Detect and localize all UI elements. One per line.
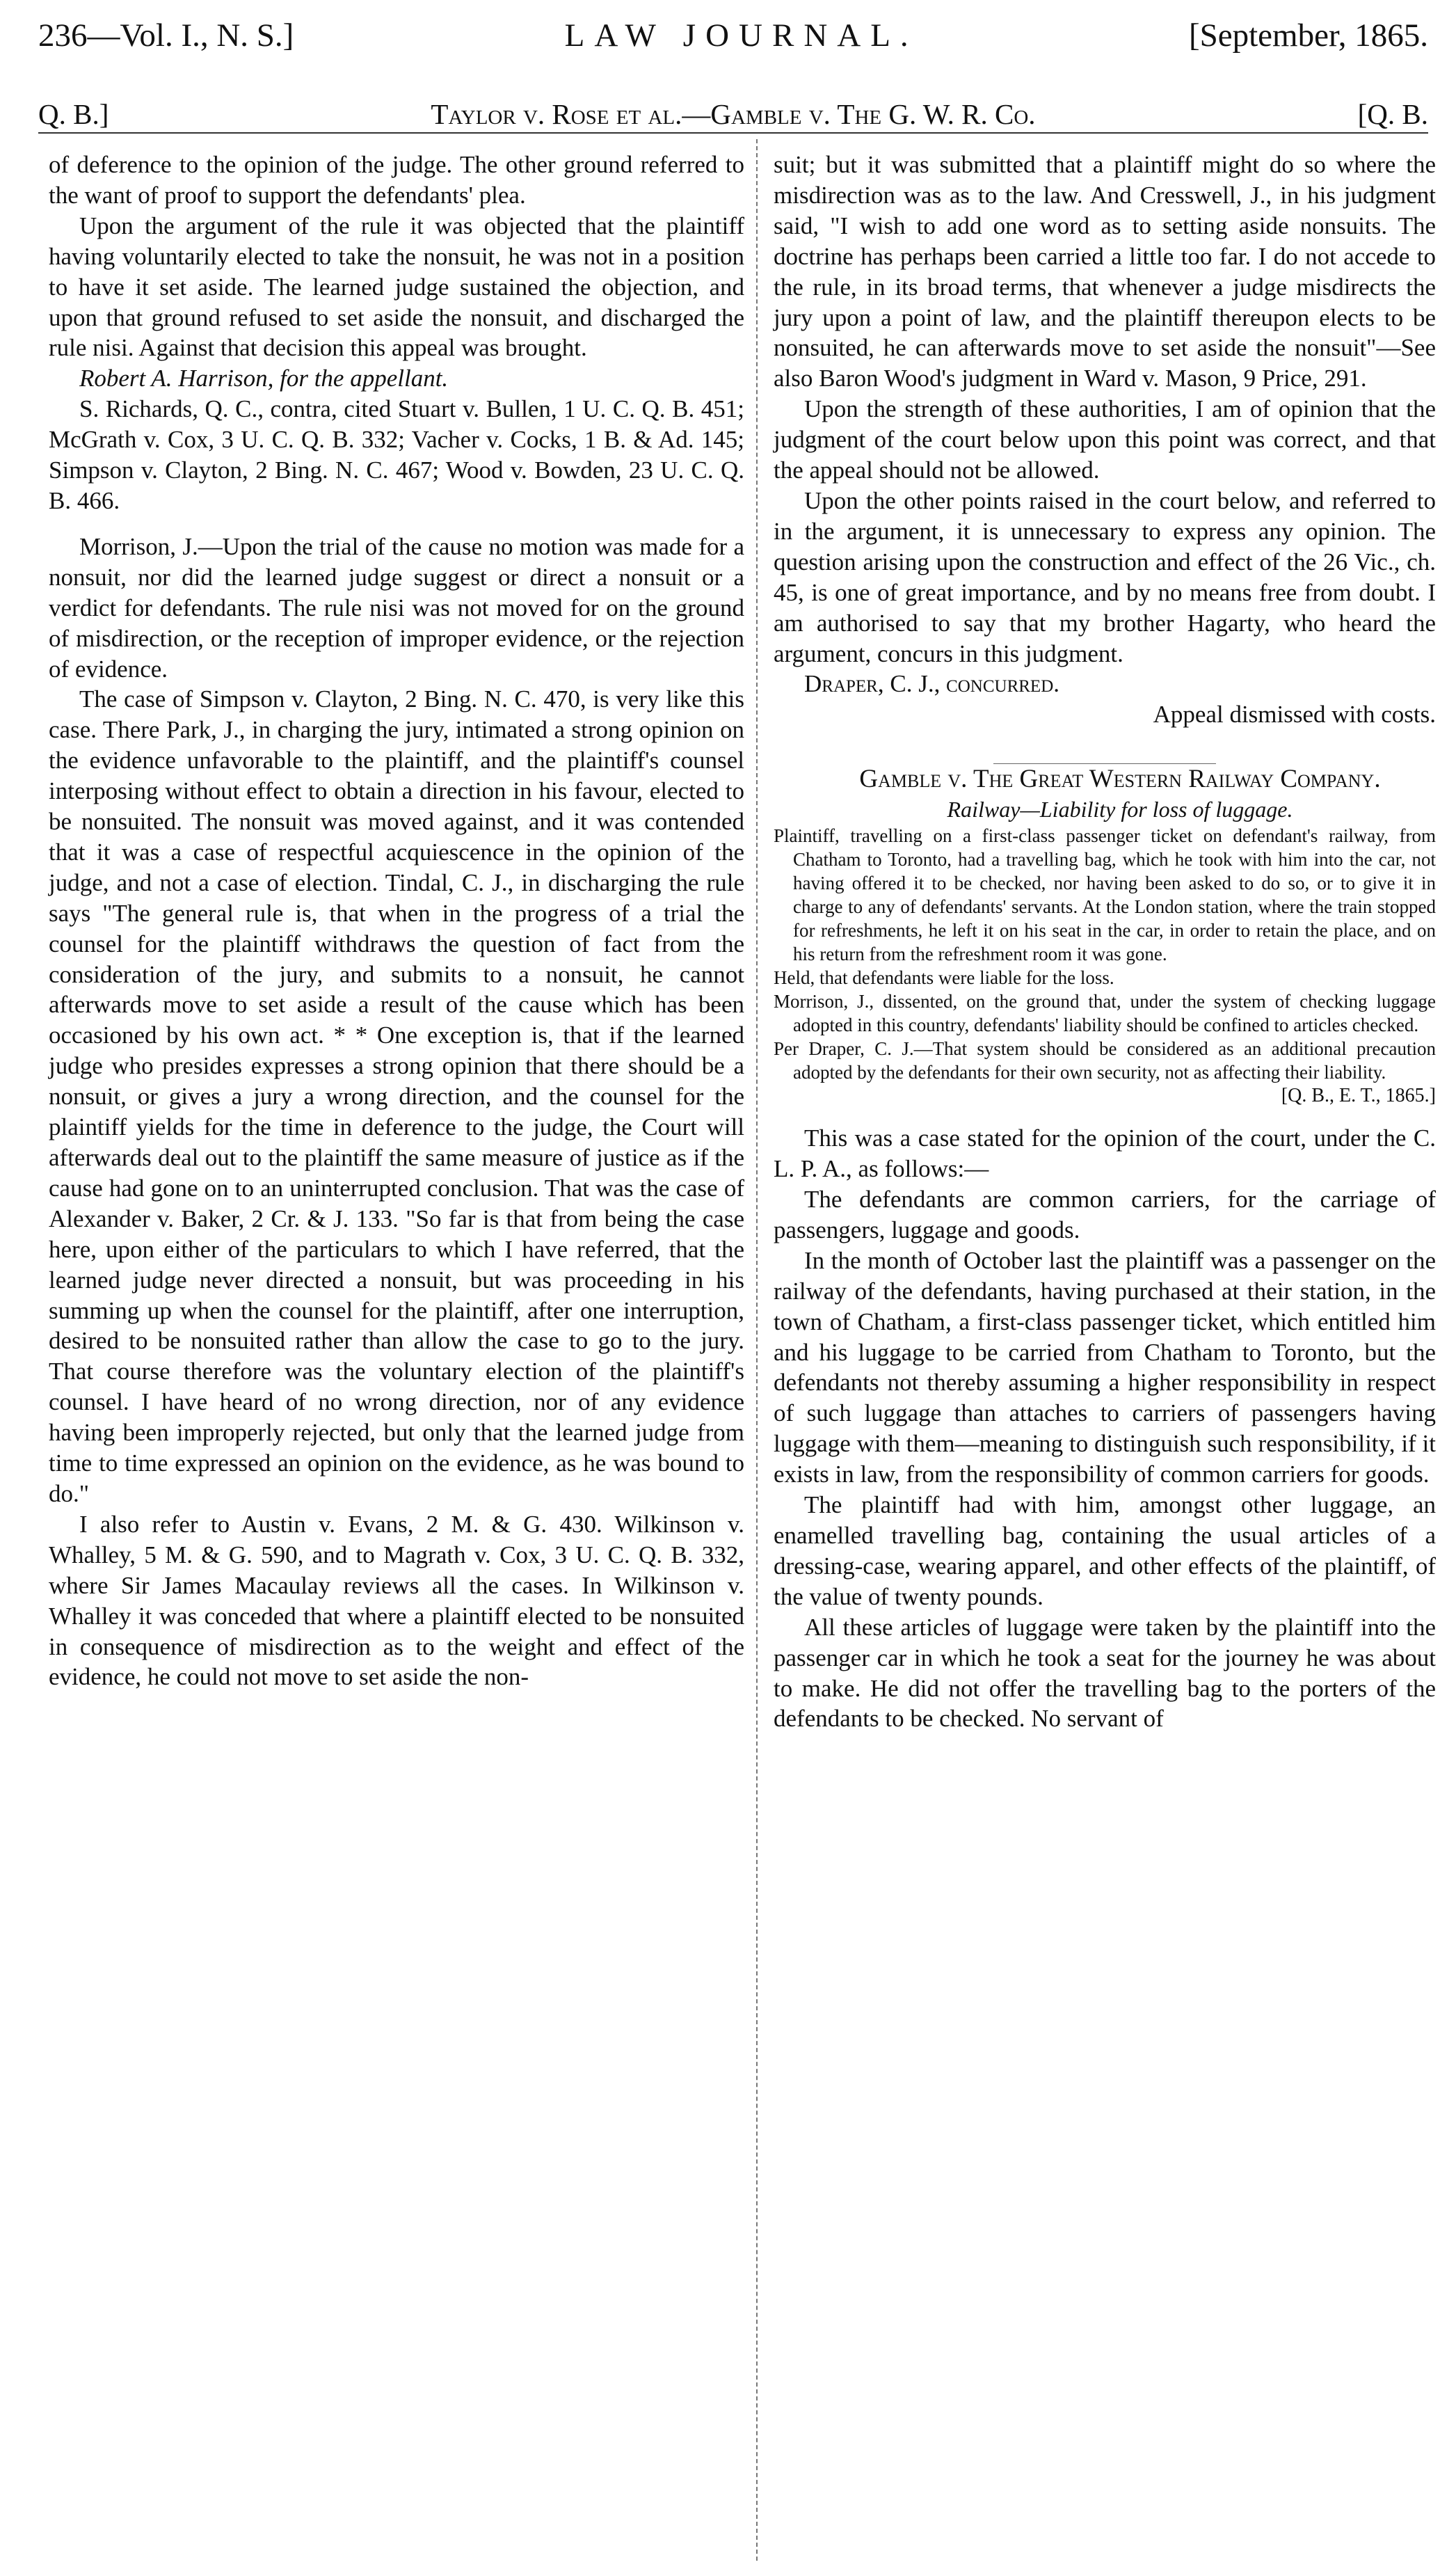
paragraph: The defendants are common carriers, for the carriage of passengers, luggage and goods. (774, 1186, 1436, 1243)
right-column (774, 150, 1436, 1734)
column-divider (756, 139, 758, 2561)
case-title: Gamble v. The Great Western Railway Company. (859, 765, 1381, 794)
paragraph: S. Richards, Q. C., contra, cited Stuart v. Bullen, 1 U. C. Q. B. 451; McGrath v. Cox, 3 U. C. Q. B. 332; Vacher v. Cocks, 1 B. & Ad. 145; Simpson v. Clayton, 2 Bing. N. C. 467; Wood v. Bowden, 23 U. C. Q. B. 466. (49, 395, 744, 514)
court-right: [Q. B. (1357, 98, 1428, 130)
header-row-1 (38, 17, 1428, 54)
paragraph: All these articles of luggage were taken by the plaintiff into the passenger car in which he took a seat for the journey he was about to make. He did not offer the travelling bag to the porters of the defendants to be checked. No servant of (774, 1613, 1436, 1733)
paragraph: Morrison, J.—Upon the trial of the cause no motion was made for a nonsuit, nor did the learned judge suggest or direct a nonsuit or a verdict for defendants. The rule nisi was not moved for on the ground of misdirection, or the reception of improper evidence, or the rejection of evidence. (49, 532, 744, 683)
headnote (774, 824, 1436, 1108)
journal-title: LAW JOURNAL. (564, 17, 918, 54)
paragraph: Upon the strength of these authorities, I am of opinion that the judgment of the court below upon this point was correct, and that the appeal should not be allowed. (774, 395, 1436, 484)
headnote-paragraph: Per Draper, C. J.—That system should be considered as an additional precaution adopted by the defendants for their own security, not as affecting their liability. (774, 1038, 1436, 1083)
left-column (49, 150, 744, 1692)
paragraph: I also refer to Austin v. Evans, 2 M. & G. 430. Wilkinson v. Whalley, 5 M. & G. 590, and to Magrath v. Cox, 3 U. C. Q. B. 332, where Sir James Macaulay reviews all the cases. In Wilkinson v. Whalley it was conceded that where a plaintiff elected to be nonsuited in consequence of misdirection as to the weight and effect of the evidence, he could not move to set aside the non- (49, 1510, 744, 1691)
disposition: Appeal dismissed with costs. (1153, 701, 1436, 729)
header-row-2 (38, 97, 1428, 131)
paragraph: suit; but it was submitted that a plaintiff might do so where the misdirection was as to the law. And Cresswell, J., in his judgment said, "I wish to add one word as to setting aside nonsuits. The doctrine has perhaps been carried a little too far. I do not accede to the rule, in its broad terms, that whenever a judge misdirects the jury upon a point of law, and the plaintiff thereupon elects to be nonsuited, he can afterwards move to set aside the nonsuit"—See also Baron Wood's judgment in Ward v. Mason, 9 Price, 291. (774, 151, 1436, 392)
court-left: Q. B.] (38, 98, 109, 130)
headnote-paragraph: Plaintiff, travelling on a first-class passenger ticket on defendant's railway, from Chatham to Toronto, had a travelling bag, which he took with him into the car, not having offered it to be checked, nor having been asked to do so, or to give it in charge to any of defendants' servants. At the London station, where the train stopped for refreshments, he left it on his seat in the car, in order to retain the place, and on his return from the refreshment room it was gone. (774, 825, 1436, 965)
header-rule (38, 132, 1428, 134)
running-title: Taylor v. Rose et al.—Gamble v. The G. W. R. Co. (431, 98, 1036, 130)
citation: [Q. B., E. T., 1865.] (1281, 1085, 1436, 1107)
paragraph: This was a case stated for the opinion of the court, under the C. L. P. A., as follows:— (774, 1124, 1436, 1183)
paragraph: The plaintiff had with him, amongst other luggage, an enamelled travelling bag, containing the usual articles of a dressing-case, wearing apparel, and other effects of the plaintiff, of the value of twenty pounds. (774, 1491, 1436, 1610)
counsel-line: Robert A. Harrison, for the appellant. (79, 365, 449, 392)
page-reference: 236—Vol. I., N. S.] (38, 17, 294, 54)
paragraph: In the month of October last the plaintiff was a passenger on the railway of the defendants, having purchased at their station, in the town of Chatham, a first-class passenger ticket, which entitled him and his luggage to be carried from Chatham to Toronto, but the defendants not thereby assuming a higher responsibility in respect of such luggage than attaches to carriers of passengers having luggage with them—meaning to distinguish such responsibility, if it exists in law, from the responsibility of common carriers for goods. (774, 1246, 1436, 1488)
paragraph: of deference to the opinion of the judge. The other ground referred to the want of proof to support the defendants' plea. (49, 151, 744, 209)
issue-date: [September, 1865. (1188, 17, 1428, 54)
concurrence: Draper, C. J., concurred. (804, 670, 1060, 698)
page-header (38, 17, 1428, 132)
paragraph: The case of Simpson v. Clayton, 2 Bing. N. C. 470, is very like this case. There Park, J., in charging the jury, intimated a strong opinion on the evidence unfavorable to the plaintiff, and the plaintiff's counsel interposing without effect to obtain a direction in his favour, elected to be nonsuited. The nonsuit was moved against, and it was contended that it was a case of respectful acquiescence in the opinion of the judge, and not a case of election. Tindal, C. J., in discharging the rule says "The general rule is, that when in the progress of a trial the counsel for the plaintiff withdraws the question of fact from the consideration of the jury, and submits to a nonsuit, he cannot afterwards move to set aside a result of the cause which has been occasioned by his own act. * * One exception is, that if the learned judge who presides expresses a strong opinion that there should be a nonsuit, or gives a jury a wrong direction, and the counsel for the plaintiff yields for the time in deference to the judge, the Court will afterwards deal out to the plaintiff the same measure of justice as if the cause had gone on to an uninterrupted conclusion. That was the case of Alexander v. Baker, 2 Cr. & J. 133. "So far is that from being the case here, upon either of the particulars to which I have referred, that the learned judge never directed a nonsuit, but was proceeding in his summing up when the counsel for the plaintiff, after one interruption, desired to be nonsuited rather than allow the case to go to the jury. That course therefore was the voluntary election of the plaintiff's counsel. I have heard of no wrong direction, nor of any evidence having been improperly rejected, but only that the learned judge from time to time expressed an opinion on the evidence, as he was bound to do." (49, 685, 744, 1507)
headnote-paragraph: Morrison, J., dissented, on the ground that, under the system of checking luggage adopted in this country, defendants' liability should be confined to articles checked. (774, 991, 1436, 1036)
headnote-paragraph: Held, that defendants were liable for the loss. (774, 967, 1114, 989)
paragraph: Upon the other points raised in the court below, and referred to in the argument, it is unnecessary to express any opinion. The question arising upon the construction and effect of the 26 Vic., ch. 45, is one of great importance, and by no means free from doubt. I am authorised to say that my brother Hagarty, who heard the argument, concurs in this judgment. (774, 486, 1436, 667)
paragraph: Upon the argument of the rule it was objected that the plaintiff having voluntarily elected to take the nonsuit, he was not in a position to have it set aside. The learned judge sustained the objection, and upon that ground refused to set aside the nonsuit, and discharged the rule nisi. Against that decision this appeal was brought. (49, 212, 744, 362)
case-subject: Railway—Liability for loss of luggage. (947, 797, 1293, 822)
